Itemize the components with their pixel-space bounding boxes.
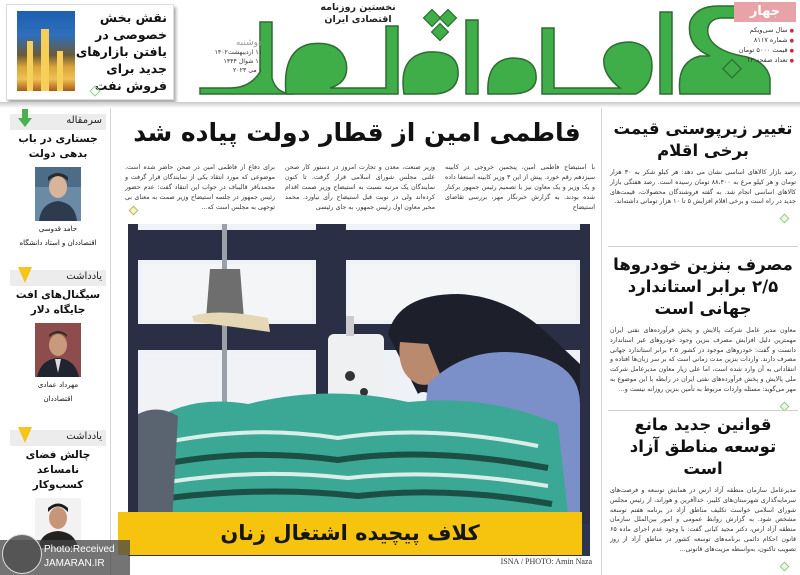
body-column-1: با استیضاح فاطمی امین، پنجمین خروجی در کابینه سیزدهم رقم خورد. پیش از این ۳ وزیر کابینه استعفا داده و یک وزیر و یک معاون نیز با تصمیم رئیس جمهور برکنار شده بودند. به گزارش خبرنگار مهر، بررسی تقاضای استیضاح: [445, 164, 595, 211]
story-divider: [608, 246, 798, 247]
section-header: [10, 114, 106, 130]
author-role: اقتصاددان و استاد دانشگاه: [19, 239, 97, 247]
body-column-3-text: برای دفاع از فاطمی امین در صحن حاضر شده است. موضوعی که مورد انتقاد یکی از نمایندگان قرار گرفت و محمدباقر قالیباف در جواب این انتقاد گفت: عدم حضور رئیس جمهور در جلسه استیضاح وزیر صمت به معنای بی توجهی به مجلس است که...: [125, 164, 275, 211]
main-headline[interactable]: فاطمی امین از قطار دولت پیاده شد: [133, 118, 581, 147]
tagline: [318, 2, 398, 26]
watermark-line-1: Photo:Received: [44, 544, 115, 555]
section-kicker: یادداشت: [66, 271, 102, 282]
section-header: [10, 430, 106, 446]
story-body: معاون مدیر عامل شرکت پالایش و پخش فرآورده‌های نفتی ایران مهمترین دلیل افزایش مصرف بنزین وجود خودروهای غیر استاندارد دانست و گفت: خودروهای موجود در کشور ۲.۵ برابر استاندارد جهانی مصرف دارند. واردات بنزین مدت زمانی است که بر سر زبان‌ها افتاده و انتقاداتی به آن وارد شده است، اما علی زیار معاون مدیرعامل شرکت ملی پالایش و پخش فرآورده‌های نفتی ایران در رابطه با این موضوع به مهر می‌گوید: مسئله واردات مربوط به تأمین بنزین روزانه نیست و...: [610, 327, 796, 393]
column-divider: [601, 108, 602, 575]
issue-year: ● سال سی‌ویکم: [724, 26, 794, 36]
lunar-date: ۱۰ شوال ۱۴۴۴: [223, 58, 262, 65]
author-photo: [35, 323, 81, 377]
story-divider: [608, 410, 798, 411]
refinery-photo: [17, 11, 75, 91]
section-header: [10, 270, 106, 286]
right-story-3[interactable]: [610, 414, 796, 574]
watermark-text: [44, 543, 115, 571]
story-title: تغییر زیرپوستی قیمت برخی اقلام: [613, 119, 793, 160]
photo-credit: ISNA / PHOTO: Amin Naza: [500, 557, 592, 566]
promo-title: نقش بخش خصوصی در یافتن بازارهای جدید برای فروش نفت: [75, 10, 167, 93]
jamaran-logo-icon: [2, 534, 42, 574]
section-kicker: سرمقاله: [66, 115, 102, 126]
note-section-1[interactable]: [10, 270, 106, 405]
tagline-line-1: نخستین روزنامه: [320, 2, 396, 13]
arrow-down-icon: [18, 425, 32, 443]
weekday: دوشنبه: [235, 38, 262, 48]
story-body: رصد بازار کالاهای اساسی نشان می دهد: هر کیلو شکر به ۳۰ هزار تومان و هر کیلو مرغ به ۸۸،۴۰۰ تومان رسیده است. رصد هفتگی بازار کالاهای اساسی انجام شد. به گفته فروشندگان محصولات، قیمت‌های جدید در راه است و برخی اقلام افزایش ۵ تا ۱۰ هزار تومانی داشته‌اند.: [610, 169, 796, 206]
tagline-line-2: اقتصادی ایران: [324, 14, 392, 25]
main-story-body: [125, 163, 595, 218]
issue-price: ● قیمت ۵۰۰۰ تومان: [724, 46, 794, 56]
note-section-2[interactable]: [10, 430, 106, 548]
newspaper-logo: [190, 2, 780, 100]
page-ref-icon: [780, 214, 790, 224]
section-kicker: یادداشت: [66, 431, 102, 442]
column-divider: [110, 108, 111, 575]
arrow-down-icon: [18, 265, 32, 283]
page-ref-icon: [780, 561, 790, 571]
story-title: مصرف بنزین خودروها ۲/۵ برابر استاندارد جهانی است: [613, 255, 793, 318]
body-column-2: وزیر صنعت، معدن و تجارت امروز در دستور کار صحن علنی مجلس شورای اسلامی قرار گرفت. تا کنون نمایندگان یک مرتبه نسبت به استیضاح وزیر صمت اقدام کرده‌اند ولی در نوبت قبل استیضاح رأی نیاورد. محمد مخبر معاون اول رئیس جمهور، به جای رئیسی: [285, 164, 435, 211]
author-name: مهرداد عمادی: [37, 381, 79, 389]
issue-number: ● شماره ۸۱۱۷: [724, 36, 794, 46]
right-story-2[interactable]: [610, 254, 796, 414]
body-column-3: [125, 163, 275, 213]
editorial-section[interactable]: [10, 114, 106, 249]
watermark-line-2: JAMARAN.IR: [44, 558, 105, 569]
photo-watermark: [0, 540, 130, 575]
masthead-divider: [0, 102, 800, 108]
promo-box[interactable]: [6, 4, 174, 100]
solar-date: ۱۱ اردیبهشت۱۴۰۲: [214, 49, 262, 56]
gregorian-date: ۱ می ۲۰۲۳: [232, 67, 262, 74]
author-name: حامد قدوسی: [38, 225, 78, 233]
issue-pages: ● تعداد صفحه:۱۲: [724, 56, 794, 66]
main-photo: [128, 224, 590, 556]
note-title: سیگنال‌های افت جایگاه دلار: [15, 289, 101, 316]
issue-info: [724, 26, 794, 66]
editorial-title: جستاری در باب بدهی دولت: [18, 133, 98, 160]
right-story-1[interactable]: [610, 118, 796, 226]
story-body: مدیرعامل سازمان منطقه آزاد ارس در همایش توسعه و فرصت‌های سرمایه‌گذاری شهرستان‌های کلیبر، خداآفرین و هوراند، از رئیس مجلس شورای اسلامی خواست تکلیف مناطق آزاد در برنامه هفتم توسعه مشخص شود. به گزارش روابط عمومی و امور بین‌الملل سازمان منطقه آزاد ارس، دکتر مجید کیانی گفت: با وجود عدم اجرای ماده ۶۵ قانون احکام دائمی برنامه‌های توسعه کشور در مناطق آزاد از روز تصویب تاکنون، به‌واسطه مزیت‌های قانونی...: [610, 487, 796, 553]
author-role: اقتصاددان: [43, 395, 73, 403]
masthead: [0, 0, 800, 104]
arrow-down-icon: [18, 109, 32, 127]
author-photo: [35, 167, 81, 221]
photo-caption[interactable]: کلاف پیچیده اشتغال زنان: [220, 521, 480, 545]
date-block: [192, 38, 262, 75]
note-title: چالش فضای نامساعد کسب‌وکار: [25, 449, 91, 491]
story-title: قوانین جدید مانع توسعه مناطق آزاد است: [629, 415, 777, 478]
logo-badge: جهار: [734, 2, 796, 22]
